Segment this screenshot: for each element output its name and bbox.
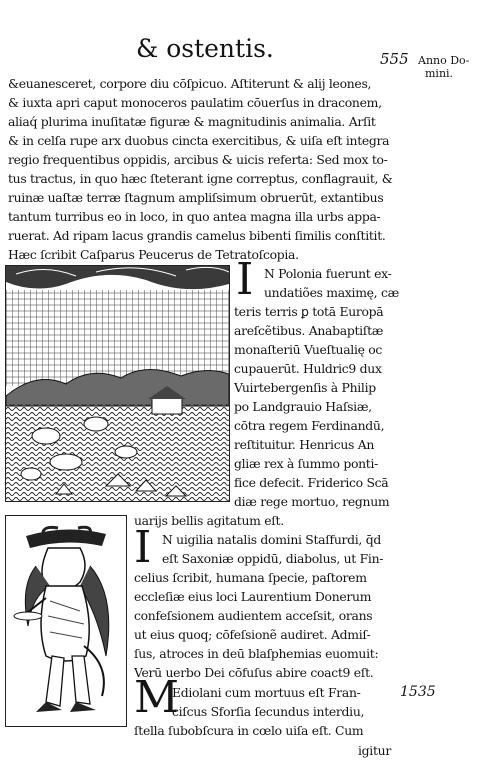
text-line: uarijs bellis agitatum eſt. (134, 513, 284, 528)
text-line: N Polonia fuerunt ex- (264, 266, 392, 281)
running-title: & ostentis. (136, 34, 274, 63)
text-line: po Landgrauio Haſsiæ, (234, 399, 372, 414)
text-line: ruinæ uaſtæ terræ ſtagnum ampliſsimum obruerūt, extantibus (8, 190, 384, 205)
text-line: Ediolani cum mortuus eſt Fran- (172, 685, 361, 700)
text-line: Hæc ſcribit Caſparus Peucerus de Tetratoſcopia. (8, 247, 299, 262)
text-line: undatiões maximę, cæ (264, 285, 399, 300)
text-line: areſcẽtibus. Anabaptiſtæ (234, 323, 384, 338)
margin-note-line-1: Anno Do- (418, 54, 470, 67)
text-line: tantum turribus eo in loco, in quo antea magna illa urbs appa- (8, 209, 381, 224)
text-line: Verū uerbo Dei cōfuſus abire coact9 eſt. (134, 665, 374, 680)
text-line: teris terris ꝑ totā Europā (234, 304, 384, 319)
margin-note-line-2: mini. (425, 67, 454, 80)
text-line: ciſcus Sforſia ſecundus interdiu, (172, 704, 365, 719)
text-line: celius ſcribit, humana ſpecie, paſtorem (134, 570, 367, 585)
text-line: eccleſiæ eius loci Laurentium Donerum (134, 589, 372, 604)
text-line: ſus, atroces in deū blaſphemias euomuit: (134, 646, 379, 661)
text-line: & in celſa rupe arx duobus cincta exercitibus, & uiſa eſt integra (8, 133, 390, 148)
text-line: Vuirtebergenſis à Philip (234, 380, 376, 395)
drop-cap: M (134, 672, 180, 723)
text-line: fice defecit. Friderico Scā (234, 475, 389, 490)
devil-figure-illustration (6, 516, 126, 726)
text-line: eſt Saxoniæ oppidū, diabolus, ut Fin- (162, 551, 384, 566)
text-line: & iuxta apri caput monoceros paulatim cōuerſus in draconem, (8, 95, 382, 110)
drop-cap: I (236, 254, 254, 305)
text-line: tus tractus, in quo hæc ſteterant igne correptus, conflagrauit, & (8, 171, 393, 186)
devil-woodcut (5, 515, 127, 727)
text-line: reſtituitur. Henricus An (234, 437, 375, 452)
flood-scene-illustration (6, 266, 229, 501)
text-line: ſtella ſubobſcura in cœlo uiſa eſt. Cum (134, 723, 364, 738)
text-line: cōtra regem Ferdinandū, (234, 418, 385, 433)
text-line: diæ rege mortuo, regnum (234, 494, 390, 509)
text-line: ut eius quoq; cōfeſsionẽ audiret. Admiſ- (134, 627, 371, 642)
flood-woodcut (5, 265, 230, 502)
catchword: igitur (358, 743, 391, 758)
text-line: ruerat. Ad ripam lacus grandis camelus bibenti ſimilis conſtitit. (8, 228, 386, 243)
text-line: regio frequentibus oppidis, arcibus & uicis referta: Sed mox to- (8, 152, 388, 167)
text-line: confeſsionem audientem acceſsit, orans (134, 608, 373, 623)
text-line: N uigilia natalis domini Staſfurdi, q̄d (162, 532, 381, 547)
drop-cap: I (134, 522, 152, 573)
text-line: aliaq́ plurima inuſitatæ figuræ & magnitudinis animalia. Arſit (8, 114, 376, 129)
text-line: gliæ rex à ſummo ponti- (234, 456, 379, 471)
text-line: cupauerūt. Huldric9 dux (234, 361, 382, 376)
text-line: monaſteriū Vueſtualię oc (234, 342, 383, 357)
text-line: &euanesceret, corpore diu cōſpicuo. Aſtiterunt & alij leones, (8, 76, 372, 91)
page-number: 555 (380, 50, 409, 68)
margin-year: 1535 (400, 684, 436, 700)
